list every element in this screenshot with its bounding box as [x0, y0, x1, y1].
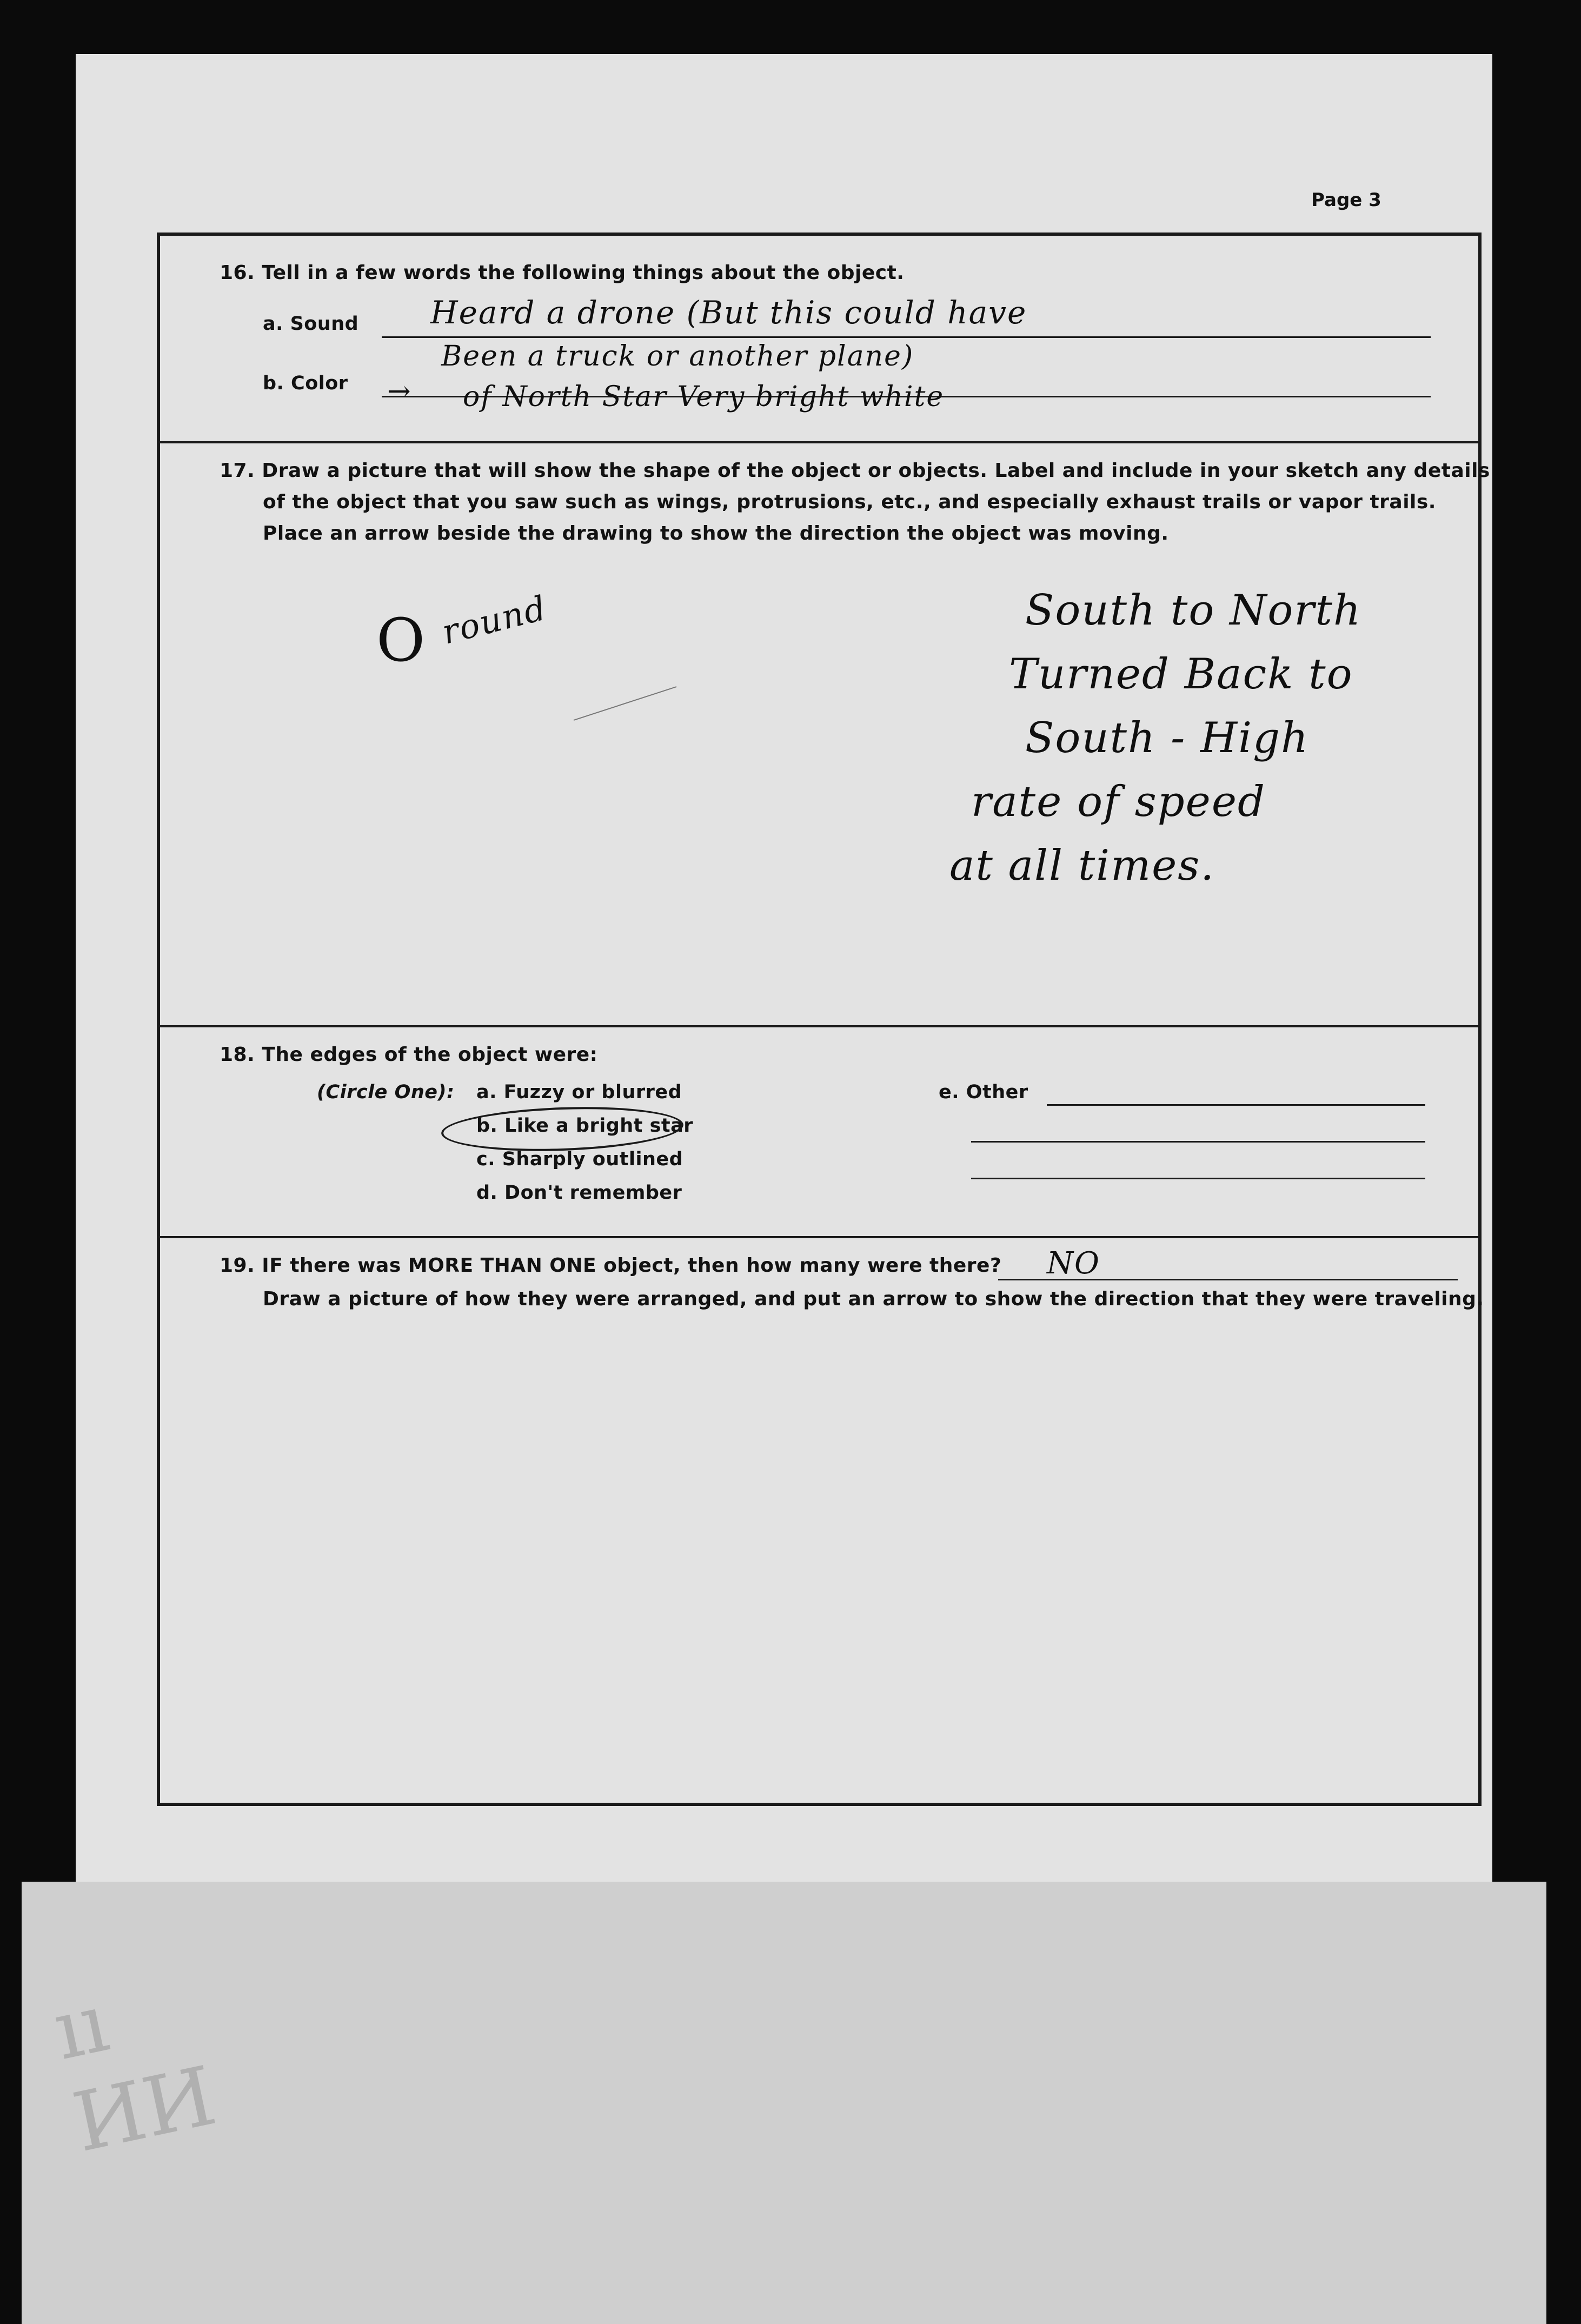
edge-option-c: c. Sharply outlined [476, 1148, 683, 1170]
question-18-prompt: 18. The edges of the object were: [220, 1044, 598, 1066]
sound-label: a. Sound [263, 313, 359, 335]
circle-one-instruction: (Circle One): [317, 1081, 455, 1103]
question-16-prompt: 16. Tell in a few words the following things about the object. [220, 262, 905, 284]
color-answer-handwritten: of North Star Very bright white [463, 381, 945, 413]
direction-note-line-5: at all times. [949, 841, 1215, 890]
direction-note-line-4: rate of speed [971, 778, 1266, 826]
direction-note-line-3: South - High [1025, 714, 1310, 762]
question-18-section [160, 1025, 1478, 1236]
question-19-section [160, 1236, 1484, 1806]
other-line-2 [971, 1141, 1425, 1143]
lower-card-background [22, 1882, 1546, 2324]
question-17-prompt-line-3: Place an arrow beside the drawing to show the direction the object was moving. [263, 522, 1169, 545]
faint-pencil-stroke [574, 686, 677, 721]
questionnaire-form [157, 233, 1490, 1806]
count-answer-handwritten: NO [1047, 1246, 1100, 1281]
other-line-3 [971, 1178, 1425, 1179]
question-17-section [160, 441, 1490, 1025]
question-17-prompt-line-1: 17. Draw a picture that will show the shape of the object or objects. Label and include in your sketch any details [220, 460, 1490, 482]
question-19-instruction: Draw a picture of how they were arranged, and put an arrow to show the direction that they were traveling. [263, 1288, 1484, 1310]
edge-option-d: d. Don't remember [476, 1182, 682, 1204]
faint-handwritten-mark: ıı ИИ [46, 1975, 224, 2171]
sketch-label-round: round [438, 588, 551, 652]
sketch-round-shape: O [376, 606, 427, 675]
direction-notes [917, 579, 1362, 898]
edge-option-a: a. Fuzzy or blurred [476, 1081, 682, 1103]
question-17-prompt-line-2: of the object that you saw such as wings, protrusions, etc., and especially exhaust trails or vapor trails. [263, 491, 1436, 513]
direction-note-line-2: Turned Back to [1009, 650, 1353, 699]
sound-answer-line [382, 336, 1431, 338]
other-line-1 [1047, 1104, 1425, 1106]
sound-answer-handwritten-2: Been a truck or another plane) [441, 340, 914, 373]
edge-option-b: b. Like a bright star [476, 1115, 694, 1137]
question-16-section [160, 236, 1478, 441]
other-label: e. Other [939, 1081, 1028, 1103]
sound-answer-handwritten-1: Heard a drone (But this could have [430, 294, 1027, 331]
direction-note-line-1: South to North [1025, 586, 1362, 635]
question-19-prompt: 19. IF there was MORE THAN ONE object, then how many were there? [220, 1254, 1002, 1277]
circled-option-mark [441, 1103, 685, 1155]
color-label: b. Color [263, 373, 348, 394]
page-number: Page 3 [1311, 189, 1381, 211]
color-arrow: → [387, 375, 412, 408]
